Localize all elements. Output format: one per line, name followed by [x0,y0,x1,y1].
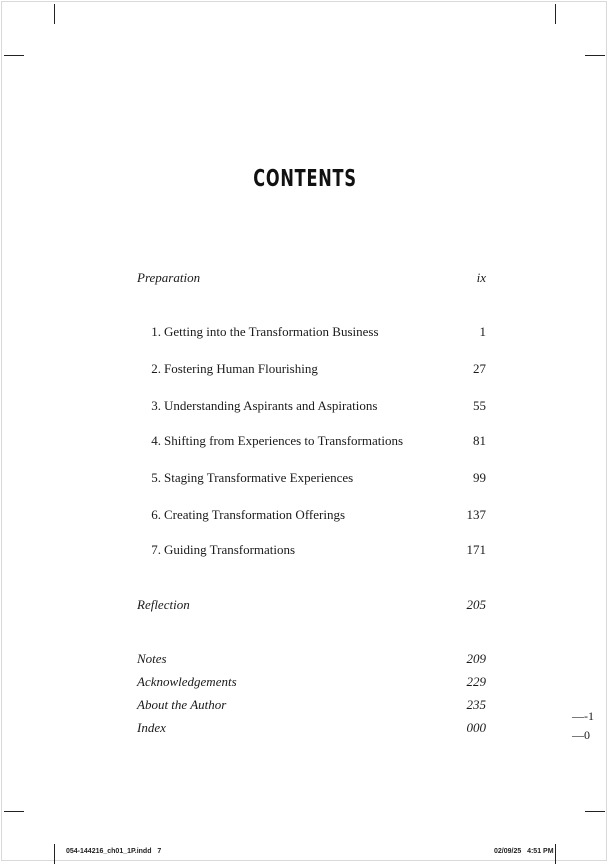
crop-mark [585,55,605,56]
toc-entry-index [137,719,486,737]
slug-file-info: 054-144216_ch01_1P.indd 7 [66,848,162,855]
crop-mark [555,4,556,24]
crop-mark [585,811,605,812]
toc-chapter-7 [137,541,486,559]
toc-entry-about-the-author [137,696,486,714]
crop-mark [54,844,55,864]
chapter-title: Fostering Human Flourishing [164,361,318,376]
crop-mark [4,55,24,56]
chapter-page: 27 [473,361,486,376]
chapter-number: 5. [151,470,161,485]
toc-entry-page: 209 [466,651,486,666]
margin-mark: —0 [572,728,590,742]
toc-entry-page: 235 [466,697,486,712]
toc-chapter-1 [137,323,486,341]
toc-entry-label: Index [137,720,166,735]
toc-entry-preparation [137,269,486,287]
chapter-page: 1 [479,324,486,339]
toc-entry-label: Acknowledgements [137,674,237,689]
toc-entry-label: About the Author [137,697,227,712]
toc-entry-label: Reflection [137,597,190,612]
toc-entry-label: Notes [137,651,167,666]
toc-chapter-6 [137,506,486,524]
toc-entry-label: Preparation [137,270,201,285]
page-title: CONTENTS [253,166,357,192]
chapter-title: Creating Transformation Offerings [164,507,346,522]
chapter-title: Getting into the Transformation Business [164,324,379,339]
chapter-number: 1. [151,324,161,339]
toc-entry-page: 000 [466,720,486,735]
toc-chapter-5 [137,469,486,487]
chapter-title: Staging Transformative Experiences [164,470,354,485]
margin-mark: —-1 [572,709,594,723]
toc-entry-page: 229 [466,674,486,689]
chapter-page: 99 [473,470,486,485]
chapter-page: 171 [466,542,486,557]
toc-chapter-4 [137,432,486,450]
chapter-number: 7. [151,542,161,557]
chapter-number: 6. [151,507,161,522]
crop-mark [555,844,556,864]
chapter-page: 81 [473,433,486,448]
toc-entry-page: ix [476,270,486,285]
chapter-page: 55 [473,398,486,413]
slug-timestamp: 02/09/25 4:51 PM [494,848,554,855]
chapter-page: 137 [466,507,486,522]
toc-entry-acknowledgements [137,673,486,691]
toc-chapter-2 [137,360,486,378]
chapter-number: 3. [151,398,161,413]
chapter-title: Understanding Aspirants and Aspirations [164,398,378,413]
chapter-number: 4. [151,433,161,448]
crop-mark [54,4,55,24]
toc-entry-notes [137,650,486,668]
toc-chapter-3 [137,397,486,415]
chapter-title: Guiding Transformations [164,542,296,557]
chapter-number: 2. [151,361,161,376]
chapter-title: Shifting from Experiences to Transformations [164,433,404,448]
toc-entry-reflection [137,596,486,614]
toc-entry-page: 205 [466,597,486,612]
crop-mark [4,811,24,812]
